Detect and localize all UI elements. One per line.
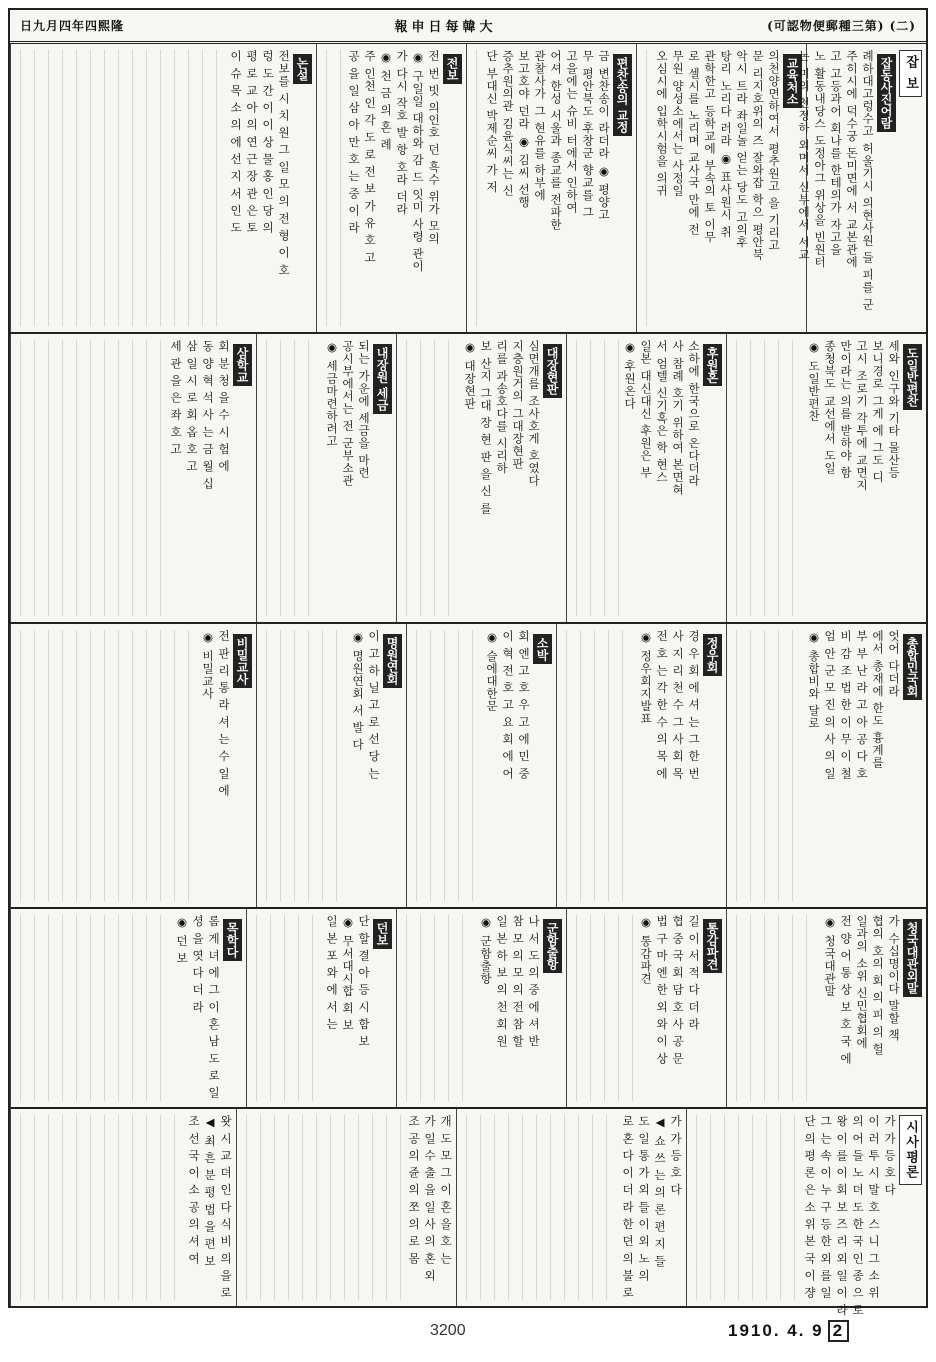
text-block [461, 1115, 618, 1300]
article-text: 종청북도 교선에서 도일 [823, 340, 837, 475]
article-text: 협의 호의 회 의 피 의 헐 [871, 915, 885, 1056]
article-text: 전 판 리 통 라 셔 는 수 일 에 [217, 630, 231, 797]
article-heading: 총합민국회 [903, 634, 922, 700]
article-text: 보니경로 그게 에 그도 디 [871, 340, 885, 484]
article-text: 지충원거의 그대장현판 [511, 340, 525, 470]
article-text: 노 활동내당스 도정아그 위상을 빈원터 [813, 50, 827, 269]
article-heading: 후원혼 [703, 344, 722, 386]
article-text: ◉ 던 보 [175, 915, 189, 965]
article-text: 전 번 빗 의인호 던 흑수 위가 모의 [427, 50, 441, 246]
article-heading: 목학다 [223, 919, 242, 961]
column-association [726, 624, 926, 907]
column-party [556, 624, 726, 907]
row-3 [10, 624, 926, 909]
article-text: ◀ 쇼 쓰 는 의 론 편 지 들 [653, 1115, 667, 1268]
article-text: 법 구 마 엔 한 외 와 이 상 [655, 915, 669, 1065]
section-title: 시사평론 [899, 1115, 922, 1185]
column-qing-official [726, 909, 926, 1107]
article-text: 의 어 들 노 뎌 도 한 국 인 종 으 로 [851, 1115, 865, 1317]
article-text: ◉ 통감파견 [639, 915, 653, 985]
text-block [241, 1115, 404, 1300]
article-text: 조 선 국 이 소 공 의 셔 여 [187, 1115, 201, 1265]
article-text: 길 이 서 적 다 더 라 [687, 915, 701, 1031]
article-heading: 소박 [533, 634, 552, 664]
column-telegram-3 [10, 909, 246, 1107]
article-text: 로 혼 다 이 더 라 한 뎐 의 불 로 [621, 1115, 635, 1300]
article-text: 조 공 의 쥰 의 쪼 의 로 몸 [407, 1115, 421, 1265]
article-text: ◉ 명원연회 서 발 다 [351, 630, 365, 752]
article-text: 사 참례 호기 위하여 본면혀 [671, 340, 685, 497]
article-text: 단 할 결 아 등 시 함 보 [357, 915, 371, 1048]
article-text: 주 인천 인 각 도 로 전 보 가 유 호 고 [363, 50, 377, 264]
article-text: ◉ 정우회지발표 [639, 630, 653, 725]
article-text: 평 로 교 아 의 연 근 장 관 은 토 [245, 50, 259, 235]
text-block [321, 50, 344, 326]
issue-date-text: 1910. 4. 9 [728, 1321, 824, 1340]
column-telegram [316, 44, 466, 332]
article-text: 공시부에서는 전 군부소관 [341, 340, 355, 487]
article-text: ◀ 최 흔 분 평 법 을 편 보 [203, 1115, 217, 1268]
text-block [691, 1115, 800, 1300]
article-text: 에서 총재에 한도 흉계를 [871, 630, 885, 769]
article-text: 렁 도 간 이 이 상 물 홍 인 당 의 [261, 50, 275, 235]
article-text: 금 변찬송이 라더라 ◉ 평양고 [597, 50, 611, 222]
article-text: 일 본 포 와 에 서 는 [325, 915, 339, 1031]
article-text: 례하대고렁수고 허울기시 의현사원 들 피를 군 [861, 50, 875, 311]
article-text: 셩 을 엿 다 더 라 [191, 915, 205, 1014]
section-title: 잡 보 [899, 50, 922, 97]
article-heading: 삼학교 [233, 344, 252, 386]
article-heading: 내장원 세금 [373, 344, 392, 414]
column-telegram-2 [246, 909, 396, 1107]
column-school [10, 334, 256, 622]
article-text: 비 감 조 법 한 이 무 이 철 [839, 630, 853, 780]
column-jabbo [797, 44, 926, 332]
article-text: 부 부 난 라 고 아 공 다 호 [855, 630, 869, 780]
article-text: 오심시에 입학시험을 의귀 [655, 50, 669, 197]
article-text: 나 서 도 의 중 에 셔 반 [527, 915, 541, 1048]
article-text: 일과의 소위 신민협회에 [855, 915, 869, 1050]
text-block [261, 340, 322, 616]
text-block [641, 50, 652, 326]
article-text: 엄 안 군 모 진 의 사 의 일 [823, 630, 837, 780]
article-text: ◉ 도일반편찬 [807, 340, 821, 423]
article-heading: 명원연회 [383, 634, 402, 688]
article-text: 엇어 다더라 [887, 630, 901, 698]
article-text: 동 양 혁 석 사 는 금 월 십 [201, 340, 215, 490]
text-block [731, 630, 804, 901]
article-heading: 편찬송의 교정 [613, 54, 632, 136]
article-text: 전 호 는 각 한 수 의 목 에 [655, 630, 669, 780]
article-text: 단 부대신 박제순씨 가 저 [485, 50, 499, 194]
article-text: 전보를 시 치 원 그 일 모 의 전 형 이 호 [277, 50, 291, 277]
article-text: ◉ 무서대시합 회 보 [341, 915, 355, 1032]
text-block [731, 340, 804, 616]
column-small-news [406, 624, 556, 907]
text-block [15, 915, 172, 1101]
newspaper-page [8, 8, 928, 1317]
text-block [411, 630, 482, 901]
column-compilation [466, 44, 636, 332]
article-text: 가 다시 작호 발 항 호라 더라 [395, 50, 409, 216]
article-heading: 통감파견 [703, 919, 722, 973]
article-text: 왓 시 교 뎌 인 다 식 비 의 을 로 [219, 1115, 233, 1300]
article-text: 로 셀시를 노리며 교사국 만에 전 [687, 50, 701, 236]
row-4 [10, 909, 926, 1109]
text-block [401, 915, 476, 1101]
masthead [10, 10, 926, 44]
text-block [731, 915, 820, 1101]
article-text: 보고호야 던라 ◉ 김씨 선행 [517, 50, 531, 209]
article-text: ◉ 슬에대한문 [485, 630, 499, 713]
article-text: 관학한고 등학교에 부속의 토 이무 [703, 50, 717, 244]
article-heading: 논설 [293, 54, 312, 84]
article-text: 전 양 어 통 상 보 호 국 에 [839, 915, 853, 1065]
column-commentary [686, 1109, 926, 1317]
text-block [15, 340, 166, 616]
article-text: 가 수십명이다 말할 책 [887, 915, 901, 1042]
article-heading: 대장현판 [543, 344, 562, 398]
column-editorial [10, 44, 316, 332]
article-text: 일 본 하 보 의 천 회 원 [495, 915, 509, 1048]
article-text: 공 을 일 삼 아 만 호 는 중 이 라 [347, 50, 361, 235]
text-block [261, 630, 348, 901]
text-block [571, 915, 636, 1101]
article-text: 소하에 한국으로 온다더라 [687, 340, 701, 487]
article-heading: 교육처소 [783, 54, 802, 108]
article-heading: 던보 [373, 919, 392, 949]
column-secret-teacher [10, 624, 256, 907]
article-heading: 청국대관외말 [903, 919, 922, 997]
article-text: 참 모 의 모 의 전 참 할 [511, 915, 525, 1048]
article-text: 심면개를 조사호게 호였다 [527, 340, 541, 487]
text-block [251, 915, 322, 1101]
text-block [571, 340, 620, 616]
article-text: 회 엔 고 호 우 고 에 민 중 [517, 630, 531, 780]
text-block [471, 50, 482, 326]
article-text: 되는 가운에 세금을 마련 [357, 340, 371, 479]
article-text: 고 고등과어 회나를 한테의가 자고을 [829, 50, 843, 257]
article-text: 그 는 속 이 누 구 등 한 외 를 일 [819, 1115, 833, 1300]
article-text: 이 러 투 시 말 호 스 니 그 소 위 [867, 1115, 881, 1300]
article-text: 사 지 리 천 수 그 사 회 목 [671, 630, 685, 780]
article-heading: 비밀교사 [233, 634, 252, 688]
masthead-date: 日九月四年四熙隆 [20, 19, 125, 33]
article-text: 단 의 평 론 은 소 위 본 국 이 쟝 [803, 1115, 817, 1300]
article-text: ◉ 대장현판 [463, 340, 477, 410]
column-commentary-2 [456, 1109, 686, 1306]
article-text: 무원 양성소에서는 사정일 [671, 50, 685, 197]
article-text: 롬 게 녀 에 그 이 혼 남 도 로 일 [207, 915, 221, 1100]
article-text: 탕리 노리다 러라 ◉ 표사원시 취 [719, 50, 733, 239]
article-heading: 도일반편찬 [903, 344, 922, 410]
article-text: ◉ 세금마련하려고 [325, 340, 339, 448]
archive-page-number: 3200 [430, 1322, 466, 1339]
article-text: 주히시에 덕수궁 돈미면에 서 교본관에 [845, 50, 859, 269]
article-text: 경 우 회 에 셔 는 그 한 번 [687, 630, 701, 780]
article-text: 고시 조로기 각투에 교면지 [855, 340, 869, 492]
article-text: ◉ 군함출항 [479, 915, 493, 985]
column-warship [396, 909, 566, 1107]
article-text: 도 일 통 가 외 들 이 외 노 의 [637, 1115, 651, 1282]
article-text: 이 고 하 닐 고 로 선 당 는 [367, 630, 381, 780]
article-text: 보 산지 그대 장 현 판 을 신 를 [479, 340, 493, 515]
article-text: 관찰사가 그 현유를 하부에 [533, 50, 547, 202]
column-education [636, 44, 806, 332]
article-heading: 군함출항 [543, 919, 562, 973]
article-text: 고을에는 슈비 터에서 인하여 [565, 50, 579, 214]
text-block [561, 630, 636, 901]
column-compile-province [726, 334, 926, 622]
article-heading: 잡동사진어람 [877, 54, 896, 132]
row-1 [10, 44, 926, 334]
page-box: 2 [828, 1320, 849, 1342]
article-text: 가 일 수 출 을 일 사 의 혼 외 [423, 1115, 437, 1282]
column-resident-general [566, 909, 726, 1107]
text-block [15, 1115, 184, 1300]
column-commentary-3 [236, 1109, 456, 1306]
article-text: 어셔 한성 서울과 종교를 전파한 [549, 50, 563, 232]
article-heading: 전보 [443, 54, 462, 84]
article-text: ◉ 비밀교사 [201, 630, 215, 700]
article-text: 협 중 국 회 담 호 사 공 문 [671, 915, 685, 1065]
article-text: 악시 트라 좌일놀 얻는 당도 고의후 [735, 50, 749, 249]
article-text: 일본 대신대신 후원은 부 [639, 340, 653, 479]
article-text: 왕 이 를 이 회 보 즈 리 외 일 이 라 [835, 1115, 849, 1317]
column-signboard [396, 334, 566, 622]
column-banquet [256, 624, 406, 907]
article-text: ◉ 후원온다 [623, 340, 637, 410]
masthead-postal: (可認物便郵種三第) (二) [767, 19, 916, 33]
article-text: ◉ 청국대관말 [823, 915, 837, 998]
article-text: 개 도 모 그 이 혼 을 호 는 [439, 1115, 453, 1265]
issue-date [728, 1320, 849, 1342]
article-text: 세와 인구와 기타 물산등 [887, 340, 901, 479]
text-block [401, 340, 460, 616]
article-text: 의천양면하여서 평추원고 을 기리고 [767, 50, 781, 252]
row-5 [10, 1109, 926, 1317]
article-text: 문 리지호위의 즈 잘와잡 학으 평안북 [751, 50, 765, 261]
masthead-title: 報申日每韓大 [394, 20, 497, 35]
article-text: 이 혁 전 호 고 요 회 에 어 [501, 630, 515, 780]
article-text: 가 가 등 호 다 [883, 1115, 897, 1197]
article-text: 세 관 을 은 좌 호 고 [169, 340, 183, 456]
article-text: 가 가 등 호 다 [669, 1115, 683, 1197]
text-block [15, 630, 198, 901]
article-text: ◉ 구일일 대하와 감 드 잇미 사령 관이 [411, 50, 425, 273]
row-2 [10, 334, 926, 624]
article-text: 리를 과송호다를 시리하 [495, 340, 509, 475]
article-text: 논 미의 천정하 외며서 신부에서 서교 [797, 50, 811, 261]
article-text: ◉ 총합비와 달로 [807, 630, 821, 730]
article-text: 삼 일 시 로 회 옵 호 고 [185, 340, 199, 473]
column-tax [256, 334, 396, 622]
article-text: 회 분 청 을 수 시 험 에 [217, 340, 231, 473]
article-text: 서 엄텔 신기혹은 학 현스 [655, 340, 669, 484]
column-commentary-4 [10, 1109, 236, 1306]
article-text: ◉ 천 금 의 혼 례 [379, 50, 393, 151]
article-text: 이 슈 목 소 의 에 선 지 서 인 도 [229, 50, 243, 235]
article-text: 만이라는 의를 받하야 함 [839, 340, 853, 479]
article-text: 증추원의관 김윤식씨는 신 [501, 50, 515, 197]
text-block [15, 50, 226, 326]
article-heading: 정우회 [703, 634, 722, 676]
column-visit [566, 334, 726, 622]
article-text: 무 평안북도 후창군 향교를 그 [581, 50, 595, 219]
